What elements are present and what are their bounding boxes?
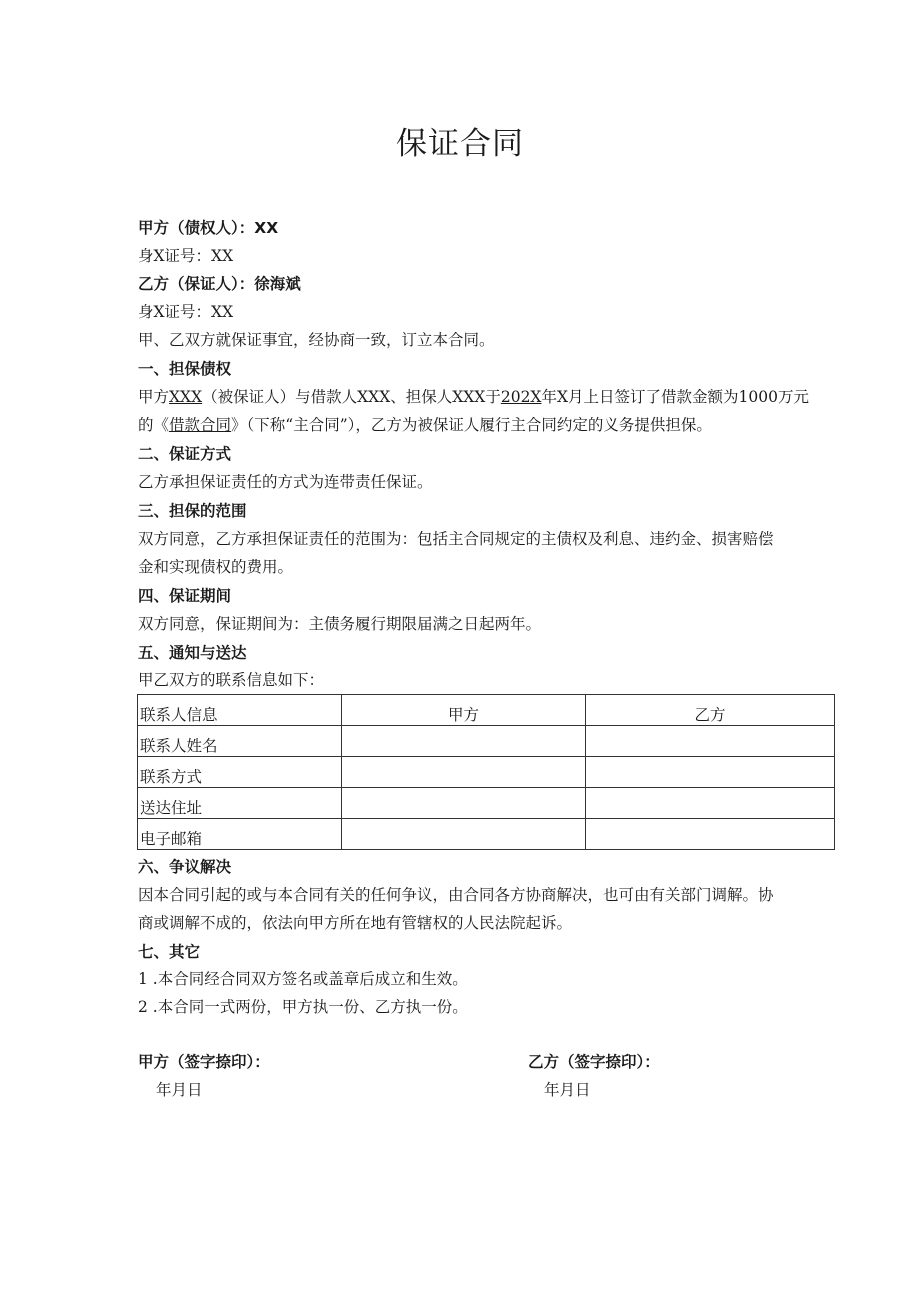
table-row-label: 送达住址 xyxy=(138,788,342,819)
party-a-signature-label: 甲方（签字捺印）： xyxy=(138,1053,270,1071)
table-row xyxy=(138,757,835,788)
section-5-intro: 甲乙双方的联系信息如下： xyxy=(138,671,325,689)
section-3-line-1: 双方同意，乙方承担保证责任的范围为：包括主合同规定的主债权及利息、违约金、损害赔偿 xyxy=(138,530,774,548)
text-run: 年X月上日签订了借款金额为1000万元 xyxy=(541,388,809,406)
section-4-heading: 四、保证期间 xyxy=(138,587,232,605)
underlined-year: 202X xyxy=(500,388,542,406)
underlined-contract-name: 借款合同 xyxy=(169,416,232,434)
party-b-line xyxy=(138,274,301,294)
party-a-line xyxy=(138,218,278,238)
table-cell-party-a[interactable] xyxy=(342,819,586,850)
table-header-cell: 联系人信息 xyxy=(138,695,342,726)
section-6-line-2: 商或调解不成的，依法向甲方所在地有管辖权的人民法院起诉。 xyxy=(138,914,573,932)
party-b-label: 乙方（保证人）： xyxy=(138,275,255,293)
text-run: 的《 xyxy=(138,416,170,434)
section-1-heading: 一、担保债权 xyxy=(138,360,232,378)
table-header-cell: 甲方 xyxy=(342,695,586,726)
table-row-label: 电子邮箱 xyxy=(138,819,342,850)
party-a-signature-date: 年月日 xyxy=(156,1081,203,1099)
section-1-line-1 xyxy=(138,387,809,407)
table-cell-party-a[interactable] xyxy=(342,788,586,819)
text-run: （被保证人）与借款人XXX、担保人XXX于 xyxy=(202,388,501,406)
text-run: 甲方 xyxy=(138,388,170,406)
section-4-body: 双方同意，保证期间为：主债务履行期限届满之日起两年。 xyxy=(138,615,542,633)
table-cell-party-a[interactable] xyxy=(342,726,586,757)
table-cell-party-b[interactable] xyxy=(586,757,835,788)
party-b-signature-label: 乙方（签字捺印）： xyxy=(528,1053,660,1071)
party-b-name: 徐海斌 xyxy=(254,275,301,293)
table-row xyxy=(138,726,835,757)
section-6-heading: 六、争议解决 xyxy=(138,858,232,876)
party-b-signature-date: 年月日 xyxy=(544,1081,591,1099)
table-cell-party-a[interactable] xyxy=(342,757,586,788)
text-run: 》（下称“主合同”），乙方为被保证人履行主合同约定的义务提供担保。 xyxy=(231,416,712,434)
table-row-label: 联系人姓名 xyxy=(138,726,342,757)
section-3-line-2: 金和实现债权的费用。 xyxy=(138,558,294,576)
table-row xyxy=(138,819,835,850)
intro-paragraph: 甲、乙双方就保证事宜，经协商一致，订立本合同。 xyxy=(138,331,495,349)
contact-info-table xyxy=(137,694,835,850)
table-row xyxy=(138,788,835,819)
section-1-line-2 xyxy=(138,415,712,435)
section-7-item-2: 2 .本合同一式两份，甲方执一份、乙方执一份。 xyxy=(138,998,468,1016)
section-7-item-1: 1 .本合同经合同双方签名或盖章后成立和生效。 xyxy=(138,970,468,988)
section-5-heading: 五、通知与送达 xyxy=(138,644,247,662)
table-cell-party-b[interactable] xyxy=(586,726,835,757)
party-a-label: 甲方（债权人）： xyxy=(138,219,255,237)
party-b-id: 身X证号：XX xyxy=(138,303,234,321)
table-header-row xyxy=(138,695,835,726)
section-2-heading: 二、保证方式 xyxy=(138,445,232,463)
party-a-id: 身X证号：XX xyxy=(138,247,234,265)
table-cell-party-b[interactable] xyxy=(586,819,835,850)
table-header-cell: 乙方 xyxy=(586,695,835,726)
section-3-heading: 三、担保的范围 xyxy=(138,502,247,520)
underlined-guarantee-name: XXX xyxy=(169,388,203,406)
table-row-label: 联系方式 xyxy=(138,757,342,788)
section-2-body: 乙方承担保证责任的方式为连带责任保证。 xyxy=(138,473,433,491)
party-a-name: XX xyxy=(254,219,279,237)
section-6-line-1: 因本合同引起的或与本合同有关的任何争议，由合同各方协商解决，也可由有关部门调解。协 xyxy=(138,886,774,904)
table-cell-party-b[interactable] xyxy=(586,788,835,819)
section-7-heading: 七、其它 xyxy=(138,943,201,961)
document-title: 保证合同 xyxy=(396,126,524,162)
